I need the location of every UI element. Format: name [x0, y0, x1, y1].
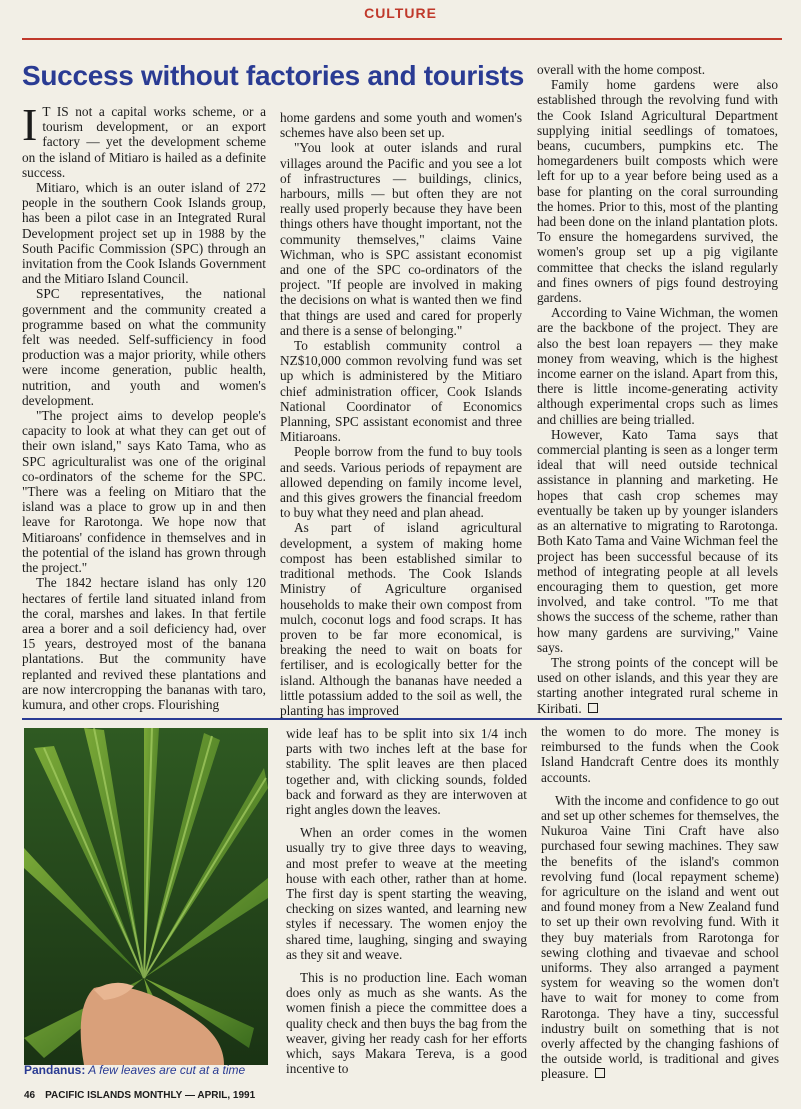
paragraph: Mitiaro, which is an outer island of 272 people in the southern Cook Islands group, has been a pilot case in an Integrated Rural Development project set up in 1988 by the South Pacific Commission (SPC) through an invitation from the Cook Islands Government and the Mitiaro Island Council.: [22, 180, 266, 287]
paragraph: People borrow from the fund to buy tools and seeds. Various periods of repayment are allowed depending on family income level, and this gives growers the financial freedom to buy what they need and plan ahead.: [280, 444, 522, 521]
headline: Success without factories and tourists: [22, 60, 525, 91]
paragraph: The 1842 hectare island has only 120 hectares of fertile land situated inland from the coral, marshes and lakes. In that fertile area a borer and a soil deficiency had, over 15 years, destroyed most of the banana plantations. But the community have replanted and revived these plantations and are now intercropping the bananas with taro, kumura, and other crops. Flourishing: [22, 575, 266, 712]
paragraph: However, Kato Tama says that commercial planting is seen as a longer term ideal that will need outside technical assistance in planning and marketing. He hopes that cash crop schemes may eventually be taken up by younger islanders as an alternative to migrating to Rarotonga. Both Kato Tama and Vaine Wichman feel the project has been successful because of its method of integrating people at all levels encouraging them to question, get more involved, and take control. "To me that shows the success of the scheme, rather than how many gardens are surviving," Vaine says.: [537, 426, 778, 655]
paragraph: "The project aims to develop people's capacity to look at what they can get out of their own island," says Kato Tama, who as SPC agriculturalist was one of the original co-ordinators of the scheme for the SPC. "There was a feeling on Mitiaro that the island was a place to grow up in and then leave for Rarotonga. We hope now that Mitiaroans' confidence in themselves and in the potential of the island has grown through the project.": [22, 408, 266, 576]
end-mark-icon: [595, 1068, 605, 1078]
paragraph: When an order comes in the women usually try to give three days to weaving, and most prefer to weave at the meeting house with each other, rather than at home. The first day is spent starting the weaving, checking on sizes wanted, and learning new styles if necessary. The women enjoy the shared time, laughing, singing and swaying as they sit and weave.: [286, 825, 527, 962]
end-mark-icon: [588, 703, 598, 713]
paragraph: Family home gardens were also established through the revolving fund with the Cook Island Agricultural Department supplying initial seedlings of tomatoes, beans, cucumbers, pumpkins etc. The homegardeners built composts which were left for up to a year before being used as a base for planting on the coral surrounding the homes. Prior to this, most of the planting had been done on the inland plantation plots. To ensure the homegardens survived, the women's group set up a pig vigilante committee that checks the island regularly and fines owners of pigs found destroying gardens.: [537, 77, 778, 306]
pandanus-photo: [24, 728, 268, 1065]
article-column-6: [541, 724, 779, 1082]
paragraph: home gardens and some youth and women's schemes have also been set up.: [280, 110, 522, 141]
article-column-2: [280, 110, 522, 718]
paragraph: wide leaf has to be split into six 1/4 inch parts with two inches left at the base for stability. The split leaves are then placed together and, with clicking sounds, folded back and forward as they are interwoven at right angles down the leaves.: [286, 726, 527, 818]
section-divider: [22, 718, 782, 720]
paragraph: the women to do more. The money is reimbursed to the funds when the Cook Island Handcraft Centre does its monthly accounts.: [541, 724, 779, 785]
paragraph: With the income and confidence to go out and set up other schemes for themselves, the Nukuroa Vaine Tini Craft have also purchased four sewing machines. They saw the benefits of the island's common revolving fund (local repayment scheme) for agriculture on the island and went out and found money from a New Zealand fund to set up their own revolving fund. With it they buy materials from Rarotonga for sewing clothing and tivaevae and school uniforms. They also arranged a payment system for weaving so the women don't have to wait for money to come from Rarotonga. They have a tiny, successful industry built on something that is not overly affected by the changing fashions of the outside world, is traditional and gives pleasure.: [541, 792, 779, 1082]
page-number: 46: [24, 1090, 36, 1101]
paragraph: SPC representatives, the national government and the community created a programme based on what the community felt was needed. Self-sufficiency in food production was a major priority, while others were income generation, public health, nutrition, and youth and women's development.: [22, 286, 266, 408]
article-column-5: [286, 726, 527, 1076]
article-column-3: [537, 62, 778, 716]
top-rule: [22, 38, 782, 40]
paragraph: According to Vaine Wichman, the women are the backbone of the project. They are also the best loan repayers — they make money from weaving, which is the highest income earner on the island. Apart from this, there is little income-generating activity although experimental crops such as limes and chillies are being trialled.: [537, 305, 778, 427]
drop-cap: I: [22, 99, 38, 150]
article-column-1: [22, 99, 266, 712]
paragraph: I T IS not a capital works scheme, or a tourism development, or an export factory — yet the development scheme on the island of Mitiaro is hailed as a definite success.: [22, 99, 266, 180]
paragraph: This is no production line. Each woman does only as much as she wants. As the women finish a piece the committee does a quality check and then buys the bag from the weaver, giving her ready cash for her efforts which, says Makara Tereva, is a good incentive to: [286, 970, 527, 1077]
pandanus-leaves-illustration: [24, 728, 268, 1065]
section-label: CULTURE: [364, 5, 437, 21]
paragraph: The strong points of the concept will be used on other islands, and this year they are starting another integrated rural scheme in Kiribati.: [537, 654, 778, 716]
paragraph: To establish community control a NZ$10,000 common revolving fund was set up which is administered by the Mitiaro chief administration officer, Cook Islands National Coordinator of Economics Planning, SPC assistant economist and three Mitiaroans.: [280, 338, 522, 445]
paragraph: overall with the home compost.: [537, 62, 706, 77]
page-footer: [24, 1090, 265, 1101]
publication-line: PACIFIC ISLANDS MONTHLY — APRIL, 1991: [45, 1090, 256, 1101]
photo-caption: Pandanus: A few leaves are cut at a time: [24, 1063, 246, 1077]
paragraph: "You look at outer islands and rural villages around the Pacific and you see a lot of infrastructures — buildings, clinics, harbours, mills — but often they are not really used properly because they have been things others have thought important, not the community themselves," claims Vaine Wichman, who is SPC assistant economist and one of the SPC co-ordinators of the project. "If people are involved in making the decisions on what is wanted then we find that things are used and cared for properly and there is a sense of belonging.": [280, 140, 522, 338]
paragraph: As part of island agricultural development, a system of making home compost has been established similar to traditional methods. The Cook Islands Ministry of Agriculture organised households to make their own compost from mulch, coconut logs and food scraps. It has proven to be far more economical, is breaking the need to wait on boats for fertiliser, and is ecologically better for the island. Although the bananas have needed a little potassium added to the soil as well, the planting has improved: [280, 520, 522, 718]
